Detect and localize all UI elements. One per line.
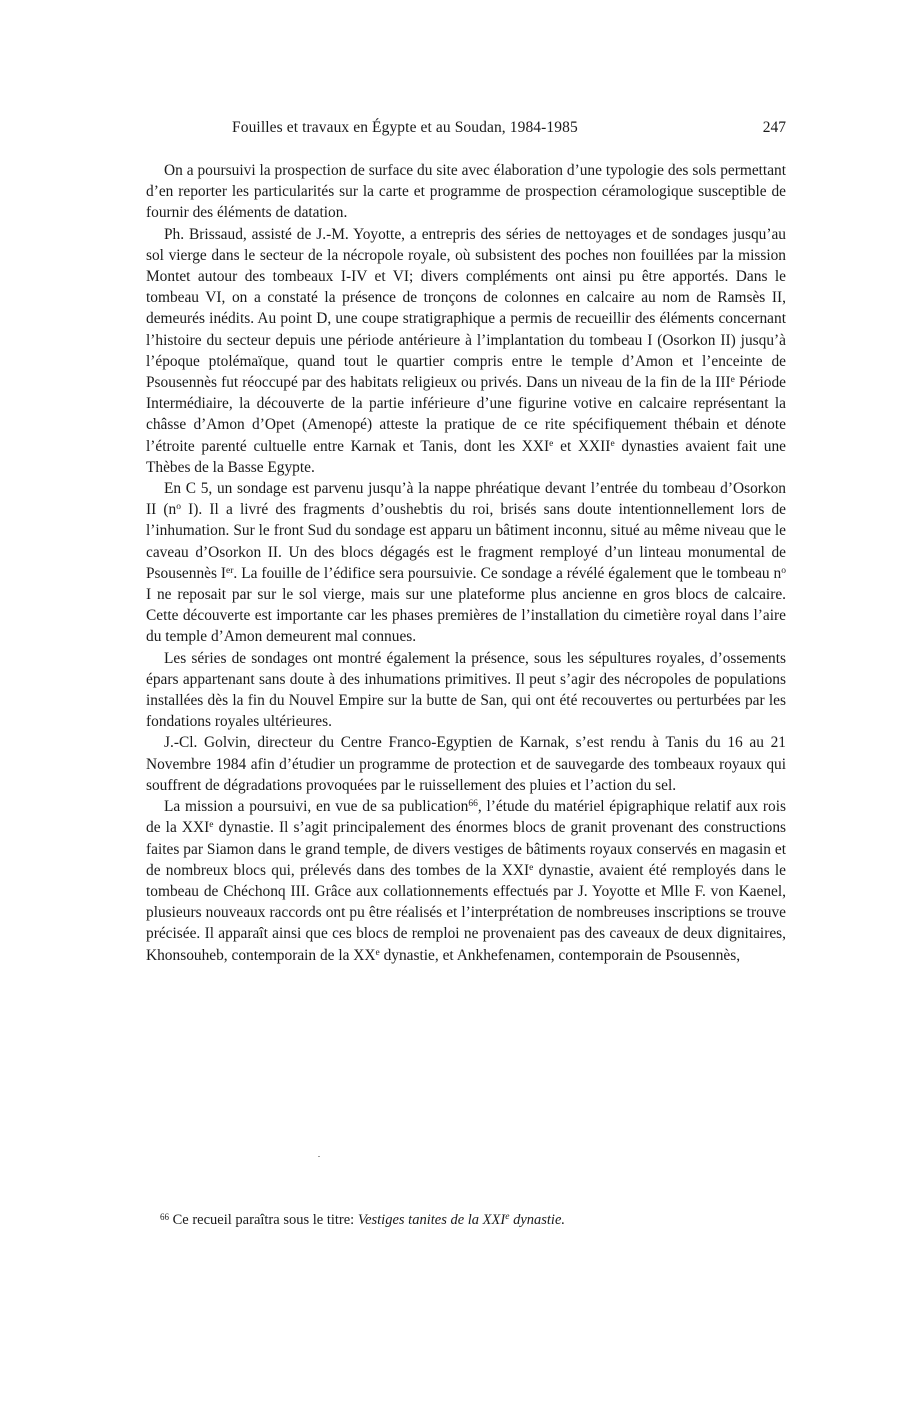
paragraph-6: La mission a poursuivi, en vue de sa publication$^{66}$, l’étude du matériel épigraphique relatif aux rois de la XXIe dynastie. Il s’agit principalement des énormes blocs de granit provenant des constructions faites par Siamon dans le grand temple, de divers vestiges de bâtiments royaux conservés en magasin et de nombreux blocs qui, prélevés dans des tombes de la XXIe dynastie, avaient été remployés dans le tombeau de Chéchonq III. Grâce aux collationnements effectués par J. Yoyotte et Mlle F. von Kaenel, plusieurs nouveaux raccords ont pu être réalisés et l’interprétation de nombreuses inscriptions se trouve précisée. Il apparaît ainsi que ces blocs de remploi ne provenaient pas des caveaux de deux dignitaires, Khonsouheb, contemporain de la XXe dynastie, et Ankhefenamen, contemporain de Psousennès,	[146, 798, 787, 964]
footnote-mark: 66	[160, 1212, 169, 1222]
footnote-title: Vestiges tanites de la XXIe dynastie.	[357, 1212, 566, 1228]
superscript: o	[176, 502, 181, 513]
footnote-separator	[318, 1156, 320, 1157]
superscript: o	[781, 565, 786, 576]
footnote-text: Ce recueil paraîtra sous le titre:	[169, 1212, 358, 1228]
paragraph-4: Les séries de sondages ont montré également la présence, sous les sépultures royales, d’ossements épars appartenant sans doute à des inhumations primitives. Il peut s’agir des nécropoles de populations installées dès la fin du Nouvel Empire sur la butte de San, qui ont été recouvertes ou perturbées par les fondations royales ultérieures.	[146, 649, 786, 731]
paragraph-3: En C 5, un sondage est parvenu jusqu’à la nappe phréatique devant l’entrée du tombeau d’Osorkon II ($n^o$ I). Il a livré des fragments d’oushebtis du roi, brisés sans doute intentionnellement lors de l’inhumation. Sur le front Sud du sondage est apparu un bâtiment inconnu, situé au même niveau que le caveau d’Osorkon II. Un des blocs dégagés est le fragment remployé d’un linteau monumental de Psousennès Ier. La fouille de l’édifice sera poursuivie. Ce sondage a révélé également que le tombeau $n^o$ I ne reposait par sur le sol vierge, mais sur une plateforme plus ancienne en gros blocs de calcaire. Cette découverte est importante car les phases premières de l’installation du cimetière royal dans l’aire du temple d’Amon demeurent mal connues.	[146, 480, 786, 646]
running-title: Fouilles et travaux en Égypte et au Soudan, 1984-1985	[232, 119, 578, 136]
paragraph-5: J.-Cl. Golvin, directeur du Centre Franco-Egyptien de Karnak, s’est rendu à Tanis du 16 au 21 Novembre 1984 afin d’étudier un programme de protection et de sauvegarde des tombeaux royaux qui souffrent de dégradations provoquées par le ruissellement des pluies et l’action du sel.	[146, 734, 786, 794]
body-text	[146, 160, 786, 966]
superscript: e	[730, 375, 735, 386]
superscript: e	[529, 862, 534, 873]
superscript: e	[209, 820, 214, 831]
superscript: e	[375, 947, 380, 958]
footnote	[160, 1210, 780, 1230]
running-head	[146, 116, 786, 140]
page-number: 247	[762, 119, 786, 136]
footnote-reference[interactable]: 66	[468, 799, 478, 810]
superscript: e	[610, 438, 615, 449]
superscript: er	[226, 565, 234, 576]
superscript: e	[505, 1212, 510, 1222]
superscript: e	[549, 438, 554, 449]
paragraph-2: Ph. Brissaud, assisté de J.-M. Yoyotte, a entrepris des séries de nettoyages et de sondages jusqu’au sol vierge dans le secteur de la nécropole royale, où subsistent des poches non fouillées par la mission Montet autour des tombeaux I-IV et VI; divers compléments ont ainsi pu être apportés. Dans le tombeau VI, on a constaté la présence de tronçons de colonnes en calcaire au nom de Ramsès II, demeurés inédits. Au point D, une coupe stratigraphique a permis de recueillir des éléments concernant l’histoire du secteur depuis une période antérieure à l’implantation du tombeau I (Osorkon II) jusqu’à l’époque ptolémaïque, quand tout le quartier compris entre le temple d’Amon et l’enceinte de Psousennès fut réoccupé par des habitats religieux ou privés. Dans un niveau de la fin de la IIIe Période Intermédiaire, la découverte de la partie inférieure d’une figurine votive en calcaire représentant la châsse d’Amon d’Opet (Amenopé) atteste la pratique de ce rite spécifiquement thébain et dénote l’étroite parenté cultuelle entre Karnak et Tanis, dont les XXIe et XXIIe dynasties avaient fait une Thèbes de la Basse Egypte.	[146, 225, 786, 476]
paragraph-1: On a poursuivi la prospection de surface du site avec élaboration d’une typologie des sols permettant d’en reporter les particularités sur la carte et programme de prospection céramologique susceptible de fournir des éléments de datation.	[146, 162, 786, 222]
